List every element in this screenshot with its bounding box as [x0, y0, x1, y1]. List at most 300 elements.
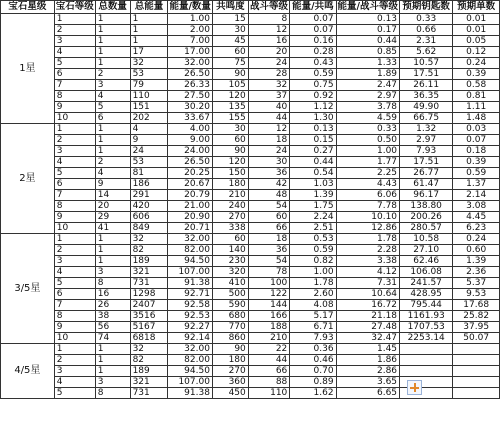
table-cell: 0.07: [290, 25, 336, 36]
table-cell: 4.12: [336, 267, 399, 278]
table-cell: 30: [212, 25, 248, 36]
table-cell: 4.59: [336, 113, 399, 124]
table-cell: [453, 344, 500, 355]
table-cell: 1.39: [290, 190, 336, 201]
table-cell: 1: [95, 14, 130, 25]
table-cell: 44: [248, 355, 290, 366]
table-cell: 186: [130, 179, 168, 190]
table-cell: 230: [212, 256, 248, 267]
table-cell: 4.43: [336, 179, 399, 190]
table-cell: 3.78: [336, 102, 399, 113]
table-cell: 1: [54, 14, 95, 25]
table-cell: 338: [212, 223, 248, 234]
table-cell: 82.00: [168, 245, 212, 256]
table-cell: 7: [54, 80, 95, 91]
table-cell: 0.92: [290, 91, 336, 102]
table-cell: 2.14: [453, 190, 500, 201]
table-cell: 79: [130, 80, 168, 91]
table-cell: 122: [248, 289, 290, 300]
table-cell: 88: [248, 377, 290, 388]
table-cell: 0.75: [290, 80, 336, 91]
table-row: [1, 14, 500, 25]
table-cell: 360: [212, 377, 248, 388]
table-cell: 795.44: [400, 300, 453, 311]
table-cell: 2.97: [400, 135, 453, 146]
column-header: 总能量: [130, 1, 168, 14]
table-cell: 0.16: [290, 36, 336, 47]
column-header: 共鸣度: [212, 1, 248, 14]
table-cell: 61.47: [400, 179, 453, 190]
table-cell: 0.54: [290, 168, 336, 179]
table-cell: 0.36: [290, 344, 336, 355]
table-cell: 1.37: [453, 179, 500, 190]
table-cell: 606: [130, 212, 168, 223]
table-cell: 5167: [130, 322, 168, 333]
table-cell: 42: [248, 179, 290, 190]
table-cell: 1: [95, 25, 130, 36]
table-cell: 32.47: [336, 333, 399, 344]
table-cell: 81: [130, 168, 168, 179]
table-cell: 0.01: [453, 25, 500, 36]
table-body: [1, 14, 500, 399]
table-cell: 30.20: [168, 102, 212, 113]
table-cell: 32: [130, 234, 168, 245]
table-cell: 36.35: [400, 91, 453, 102]
table-cell: 2.86: [336, 366, 399, 377]
table-row: [1, 102, 500, 113]
table-row: [1, 355, 500, 366]
table-cell: 1: [54, 344, 95, 355]
table-cell: 2.31: [400, 36, 453, 47]
table-cell: 21.18: [336, 311, 399, 322]
table-cell: 138.80: [400, 201, 453, 212]
table-cell: 1.78: [336, 234, 399, 245]
table-cell: 189: [130, 366, 168, 377]
table-row: [1, 245, 500, 256]
table-row: [1, 179, 500, 190]
table-cell: 270: [212, 366, 248, 377]
table-cell: 82.00: [168, 355, 212, 366]
table-cell: 30: [212, 124, 248, 135]
table-cell: 26.11: [400, 80, 453, 91]
table-cell: 5: [54, 168, 95, 179]
table-cell: 0.53: [290, 234, 336, 245]
table-cell: 75: [212, 58, 248, 69]
table-row: [1, 223, 500, 234]
table-cell: 4: [54, 377, 95, 388]
table-cell: 320: [212, 267, 248, 278]
table-cell: 12.86: [336, 223, 399, 234]
table-cell: 0.59: [290, 245, 336, 256]
table-cell: 1: [130, 14, 168, 25]
table-cell: 26.33: [168, 80, 212, 91]
table-cell: 210: [248, 333, 290, 344]
table-cell: 16: [95, 289, 130, 300]
table-cell: 2: [54, 245, 95, 256]
table-cell: 2.25: [336, 168, 399, 179]
table-cell: 32: [248, 80, 290, 91]
table-cell: 9: [95, 179, 130, 190]
table-cell: 56: [95, 322, 130, 333]
table-cell: 410: [212, 278, 248, 289]
table-cell: 5.37: [453, 278, 500, 289]
table-cell: 2253.14: [400, 333, 453, 344]
table-cell: 9: [54, 102, 95, 113]
table-cell: 188: [248, 322, 290, 333]
table-cell: 291: [130, 190, 168, 201]
table-cell: 4: [95, 168, 130, 179]
table-cell: 3: [54, 366, 95, 377]
table-cell: 0.59: [290, 69, 336, 80]
table-cell: 3: [54, 146, 95, 157]
table-row: [1, 201, 500, 212]
table-cell: 26.50: [168, 157, 212, 168]
table-cell: 17.68: [453, 300, 500, 311]
table-cell: 45: [212, 36, 248, 47]
table-cell: 3: [95, 267, 130, 278]
table-cell: 24: [130, 146, 168, 157]
table-cell: 140: [212, 245, 248, 256]
table-cell: 2: [54, 135, 95, 146]
table-cell: 96.17: [400, 190, 453, 201]
table-cell: 120: [212, 157, 248, 168]
table-cell: [400, 344, 453, 355]
table-cell: 1: [95, 124, 130, 135]
table-cell: 180: [212, 179, 248, 190]
table-cell: 6.06: [336, 190, 399, 201]
table-cell: 32.00: [168, 234, 212, 245]
table-cell: 10: [54, 333, 95, 344]
table-cell: 9: [54, 212, 95, 223]
table-cell: 62.46: [400, 256, 453, 267]
table-row: [1, 80, 500, 91]
table-cell: 6.23: [453, 223, 500, 234]
table-cell: 500: [212, 289, 248, 300]
table-cell: 590: [212, 300, 248, 311]
table-cell: 1: [95, 47, 130, 58]
table-cell: 3.08: [453, 201, 500, 212]
table-cell: 189: [130, 256, 168, 267]
table-cell: 40: [248, 102, 290, 113]
table-cell: 6: [54, 69, 95, 80]
table-cell: 1.00: [168, 14, 212, 25]
table-cell: 2: [54, 25, 95, 36]
table-cell: 12: [248, 124, 290, 135]
table-row: [1, 36, 500, 47]
table-cell: 0.82: [290, 256, 336, 267]
table-cell: 8: [54, 311, 95, 322]
table-row: [1, 256, 500, 267]
table-cell: 38: [95, 311, 130, 322]
header-row: [1, 1, 500, 14]
table-cell: 0.24: [453, 58, 500, 69]
table-cell: 54: [248, 256, 290, 267]
table-cell: 2.60: [290, 289, 336, 300]
column-header: 宝石星级: [1, 1, 55, 14]
table-cell: 17.51: [400, 157, 453, 168]
table-cell: 10.10: [336, 212, 399, 223]
table-cell: 24: [248, 58, 290, 69]
column-header: 预期单数: [453, 1, 500, 14]
table-cell: 3: [54, 36, 95, 47]
table-cell: 450: [212, 388, 248, 399]
table-cell: 32.00: [168, 344, 212, 355]
table-cell: 5: [54, 388, 95, 399]
table-cell: 78: [248, 267, 290, 278]
table-cell: 202: [130, 113, 168, 124]
table-cell: 53: [130, 69, 168, 80]
table-cell: 0.28: [290, 47, 336, 58]
table-cell: 4: [54, 267, 95, 278]
table-row: [1, 377, 500, 388]
table-cell: 20.71: [168, 223, 212, 234]
table-cell: 9.00: [168, 135, 212, 146]
table-cell: 3: [54, 256, 95, 267]
table-cell: 5: [54, 278, 95, 289]
table-cell: 1: [95, 366, 130, 377]
table-cell: 0.89: [290, 377, 336, 388]
table-cell: 92.27: [168, 322, 212, 333]
table-cell: 1.11: [453, 102, 500, 113]
table-cell: 37.95: [453, 322, 500, 333]
column-header: 宝石等级: [55, 1, 94, 12]
table-cell: 20.79: [168, 190, 212, 201]
table-cell: 9: [130, 135, 168, 146]
table-cell: [453, 355, 500, 366]
table-cell: 2407: [130, 300, 168, 311]
table-cell: 1: [130, 36, 168, 47]
table-row: [1, 146, 500, 157]
column-header: 战斗等级: [250, 1, 289, 12]
table-cell: 180: [212, 355, 248, 366]
table-cell: 7.00: [168, 36, 212, 47]
table-cell: [400, 355, 453, 366]
table-cell: [453, 366, 500, 377]
table-row: [1, 344, 500, 355]
table-cell: 4: [130, 124, 168, 135]
column-header: 能量/战斗等级: [337, 1, 399, 12]
table-cell: 1.89: [336, 69, 399, 80]
table-cell: 1707.53: [400, 322, 453, 333]
table-cell: 20.90: [168, 212, 212, 223]
table-cell: 10: [54, 113, 95, 124]
table-cell: 50.07: [453, 333, 500, 344]
table-cell: 0.85: [336, 47, 399, 58]
table-cell: 0.12: [453, 47, 500, 58]
table-cell: 135: [212, 102, 248, 113]
table-cell: 27.48: [336, 322, 399, 333]
table-cell: 1: [130, 25, 168, 36]
table-cell: 0.70: [290, 366, 336, 377]
table-cell: 731: [130, 278, 168, 289]
table-cell: 21.00: [168, 201, 212, 212]
table-cell: 94.50: [168, 256, 212, 267]
table-row: [1, 366, 500, 377]
table-cell: 0.13: [290, 124, 336, 135]
table-cell: 4.08: [290, 300, 336, 311]
table-row: [1, 311, 500, 322]
table-cell: 10: [54, 223, 95, 234]
table-cell: 428.95: [400, 289, 453, 300]
table-cell: 2: [95, 69, 130, 80]
table-cell: 0.24: [453, 234, 500, 245]
table-cell: 2.51: [290, 223, 336, 234]
table-cell: 1.00: [290, 267, 336, 278]
table-cell: 2: [95, 157, 130, 168]
table-cell: 5.17: [290, 311, 336, 322]
table-cell: 0.15: [290, 135, 336, 146]
table-cell: 0.39: [453, 69, 500, 80]
table-cell: 8: [248, 14, 290, 25]
table-cell: 0.33: [336, 124, 399, 135]
table-cell: 0.59: [453, 168, 500, 179]
table-cell: 12: [248, 25, 290, 36]
table-row: [1, 69, 500, 80]
table-cell: 1.78: [290, 278, 336, 289]
table-cell: [400, 366, 453, 377]
table-cell: 1.00: [336, 146, 399, 157]
table-cell: 0.50: [336, 135, 399, 146]
table-row: [1, 124, 500, 135]
table-cell: 20.67: [168, 179, 212, 190]
table-cell: 4.00: [168, 124, 212, 135]
add-icon[interactable]: [407, 380, 422, 395]
table-cell: 10.64: [336, 289, 399, 300]
table-cell: 110: [248, 388, 290, 399]
table-cell: 106.08: [400, 267, 453, 278]
column-header: 能量/共鸣: [290, 1, 336, 14]
table-cell: 0.05: [453, 36, 500, 47]
table-cell: 0.81: [453, 91, 500, 102]
table-cell: 0.66: [400, 25, 453, 36]
table-cell: 24.00: [168, 146, 212, 157]
table-cell: 26.50: [168, 69, 212, 80]
table-row: [1, 212, 500, 223]
table-cell: 60: [212, 47, 248, 58]
table-cell: 8: [54, 201, 95, 212]
table-row: [1, 135, 500, 146]
table-cell: 1.62: [290, 388, 336, 399]
table-cell: 18: [248, 234, 290, 245]
table-cell: 1.33: [336, 58, 399, 69]
star-level-cell: 4/5星: [1, 344, 55, 399]
table-cell: 1.48: [453, 113, 500, 124]
table-cell: 151: [130, 102, 168, 113]
table-cell: 6.65: [336, 388, 399, 399]
table-cell: 37: [248, 91, 290, 102]
table-cell: 1: [95, 355, 130, 366]
table-cell: 17.51: [400, 69, 453, 80]
table-cell: 2.28: [336, 245, 399, 256]
table-cell: 17.00: [168, 47, 212, 58]
table-cell: 92.71: [168, 289, 212, 300]
table-cell: 44: [248, 113, 290, 124]
table-cell: 1.77: [336, 157, 399, 168]
table-cell: 321: [130, 267, 168, 278]
table-cell: 2.97: [336, 91, 399, 102]
table-cell: 26.77: [400, 168, 453, 179]
table-cell: 4.45: [453, 212, 500, 223]
table-cell: 2.47: [336, 80, 399, 91]
table-cell: 8: [54, 91, 95, 102]
table-cell: 1298: [130, 289, 168, 300]
table-cell: 0.58: [453, 80, 500, 91]
table-cell: 41: [95, 223, 130, 234]
table-cell: 8: [95, 388, 130, 399]
table-cell: 1: [95, 344, 130, 355]
table-cell: 66: [248, 366, 290, 377]
table-cell: 0.13: [336, 14, 399, 25]
table-cell: 8: [95, 278, 130, 289]
table-cell: 3: [95, 377, 130, 388]
table-cell: 0.46: [290, 355, 336, 366]
table-cell: 3: [95, 80, 130, 91]
table-cell: 9: [54, 322, 95, 333]
table-cell: 107.00: [168, 377, 212, 388]
table-cell: 90: [212, 344, 248, 355]
table-row: [1, 333, 500, 344]
table-cell: 1: [95, 58, 130, 69]
table-cell: [453, 377, 500, 388]
table-row: [1, 91, 500, 102]
table-cell: 0.03: [453, 124, 500, 135]
table-cell: 10.57: [400, 58, 453, 69]
table-cell: 6: [95, 113, 130, 124]
table-cell: 7.31: [336, 278, 399, 289]
table-cell: 15: [212, 14, 248, 25]
table-cell: 0.44: [336, 36, 399, 47]
table-row: [1, 289, 500, 300]
table-cell: 1.03: [290, 179, 336, 190]
table-cell: 91.38: [168, 278, 212, 289]
table-cell: 5: [54, 58, 95, 69]
table-cell: 0.01: [453, 14, 500, 25]
table-cell: 6: [54, 289, 95, 300]
table-cell: 2: [54, 355, 95, 366]
table-cell: 2.36: [453, 267, 500, 278]
table-cell: 210: [212, 190, 248, 201]
table-cell: 240: [212, 201, 248, 212]
table-cell: 1: [95, 146, 130, 157]
table-cell: 82: [130, 355, 168, 366]
table-cell: 7.93: [290, 333, 336, 344]
table-cell: 16: [248, 36, 290, 47]
star-level-cell: 1星: [1, 14, 55, 124]
table-cell: 20: [248, 47, 290, 58]
table-cell: 53: [130, 157, 168, 168]
table-cell: 770: [212, 322, 248, 333]
table-cell: 0.43: [290, 58, 336, 69]
table-cell: 90: [212, 69, 248, 80]
table-cell: 17: [130, 47, 168, 58]
table-cell: 16.72: [336, 300, 399, 311]
table-cell: 155: [212, 113, 248, 124]
table-cell: 1.45: [336, 344, 399, 355]
table-cell: 100: [248, 278, 290, 289]
table-cell: 20: [95, 201, 130, 212]
table-cell: 92.53: [168, 311, 212, 322]
table-row: [1, 113, 500, 124]
table-cell: 6818: [130, 333, 168, 344]
table-row: [1, 47, 500, 58]
table-cell: 32.00: [168, 58, 212, 69]
table-cell: 321: [130, 377, 168, 388]
table-cell: 6: [54, 179, 95, 190]
table-cell: 22: [248, 344, 290, 355]
table-cell: 105: [212, 80, 248, 91]
star-level-cell: 3/5星: [1, 234, 55, 344]
table-cell: 270: [212, 212, 248, 223]
